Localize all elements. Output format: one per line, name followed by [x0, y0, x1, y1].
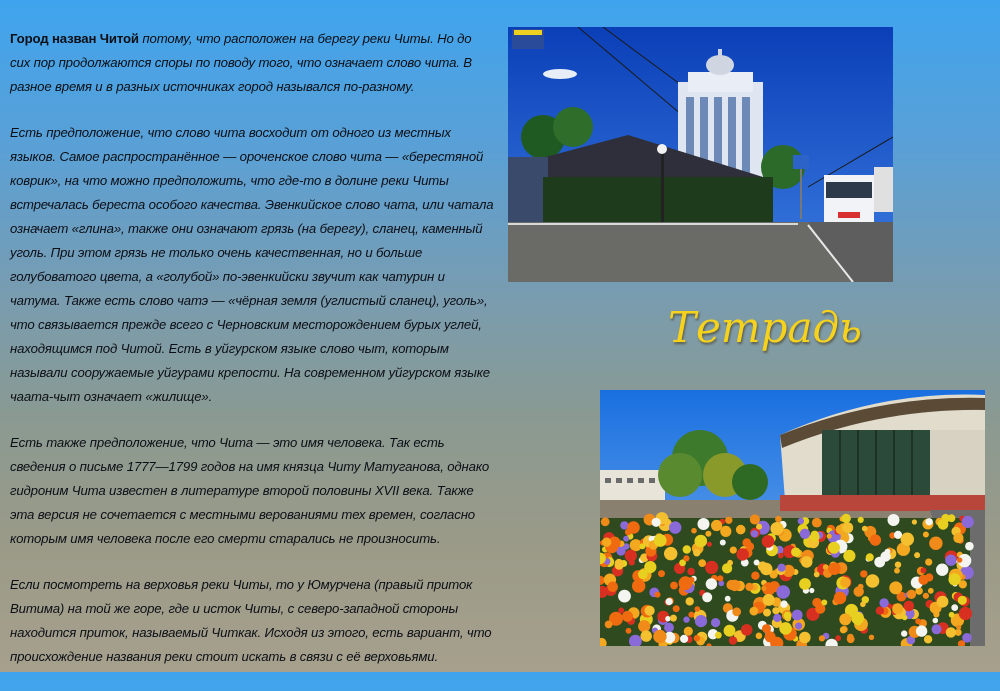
city-street-photo — [508, 27, 893, 282]
paragraph-2: Есть предположение, что слово чита восходит от одного из местных языков. Самое распространённое — ороченское слово чита — «берестяной коврик», на что можно предположить, что где-то в долине реки Читы встречалась береста особого качества. Эвенкийское слово чата, или чатала означает «глина», также они означают грязь (на берегу), сланец, каменный уголь. При этом грязь не только очень качественная, но и больше голубоватого цвета, а «голубой» по-эвенкийски звучит как чатурин и чатума. Также есть слово чатэ — «чёрная земля (углистый сланец), уголь», что связывается прежде всего с Черновским месторождением бурых углей, находящимся под Читой. Есть в уйгурском языке слово чыт, которым называли сооружаемые уйгурами крепости. На современном уйгурском языке чаата-чыт означает «жилище». — [10, 125, 494, 404]
paragraph-1-lead: Город назван Читой — [10, 31, 139, 46]
paragraph-1-text: потому, что расположен на берегу реки Читы. Но до сих пор продолжаются споры по поводу того, что означает слово чита. В разное время и в разных источниках город назывался по-разному. — [10, 31, 472, 94]
paragraph-1 — [10, 27, 494, 99]
title-heading: Тетрадь — [667, 303, 863, 352]
flower-bed-photo — [600, 390, 985, 646]
paragraph-4: Если посмотреть на верховья реки Читы, то у Юмурчена (правый приток Витима) на той же горе, где и исток Читы, с северо-западной стороны находится приток, называемый Читкак. Исходя из этого, есть вариант, что происхождение названия реки стоит искать в связи с её верховьями. — [10, 577, 492, 664]
paragraph-3: Есть также предположение, что Чита — это имя человека. Так есть сведения о письме 1777—1799 годов на имя князца Читу Матуганова, однако гидроним Чита известен в литературе второй половины XVII века. Также эта версия не сочетается с местными верованиями тех времен, согласно которым имя человека после его смерти старались не произносить. — [10, 435, 490, 546]
article-text — [10, 27, 494, 691]
